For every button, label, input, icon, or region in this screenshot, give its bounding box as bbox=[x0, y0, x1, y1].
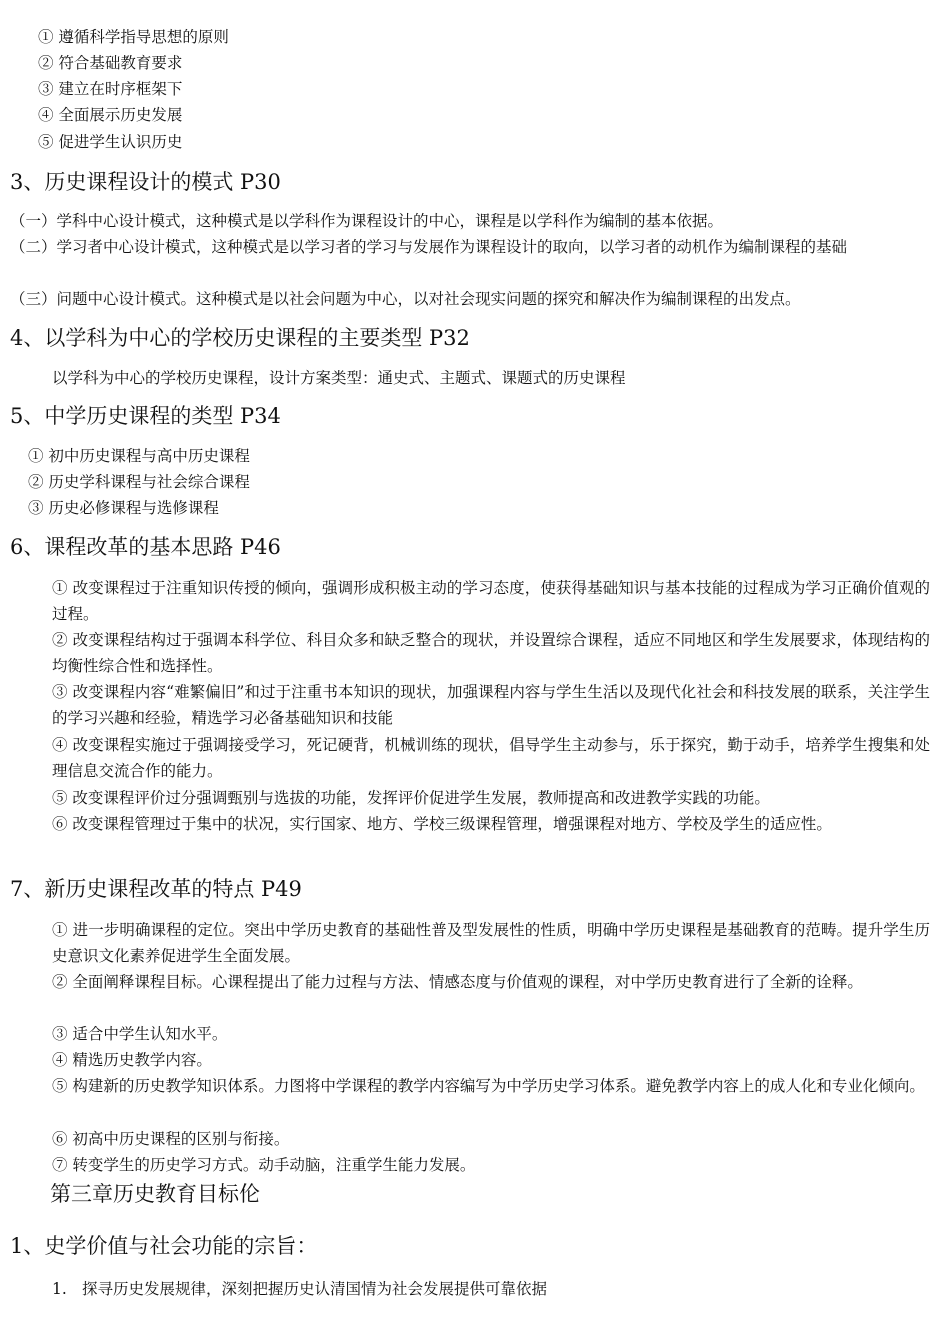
numbered-item bbox=[52, 1279, 547, 1299]
list-item: ③ 历史必修课程与选修课程 bbox=[28, 499, 219, 517]
section-heading-7: 7、新历史课程改革的特点 P49 bbox=[10, 877, 302, 901]
paragraph: ⑦ 转变学生的历史学习方式。动手动脑，注重学生能力发展。 bbox=[52, 1156, 476, 1174]
section-heading-6: 6、课程改革的基本思路 P46 bbox=[10, 535, 281, 559]
chapter-title: 第三章历史教育目标伦 bbox=[50, 1182, 260, 1206]
paragraph: （三）问题中心设计模式。这种模式是以社会问题为中心，以对社会现实问题的探究和解决作为编制课程的出发点。 bbox=[10, 290, 801, 308]
list-item: ① 遵循科学指导思想的原则 bbox=[38, 28, 229, 46]
list-item: ① 初中历史课程与高中历史课程 bbox=[28, 447, 250, 465]
paragraph: ④ 改变课程实施过于强调接受学习，死记硬背，机械训练的现状，倡导学生主动参与，乐于探究，勤于动手，培养学生搜集和处理信息交流合作的能力。 bbox=[52, 736, 930, 780]
paragraph: ① 进一步明确课程的定位。突出中学历史教育的基础性普及型发展性的性质，明确中学历史课程是基础教育的范畴。提升学生历史意识文化素养促进学生全面发展。 bbox=[52, 921, 930, 965]
paragraph: ⑥ 初高中历史课程的区别与衔接。 bbox=[52, 1130, 290, 1148]
list-item: ③ 建立在时序框架下 bbox=[38, 80, 183, 98]
section-heading-5: 5、中学历史课程的类型 P34 bbox=[10, 404, 281, 428]
paragraph: ② 全面阐释课程目标。心课程提出了能力过程与方法、情感态度与价值观的课程，对中学历史教育进行了全新的诠释。 bbox=[52, 973, 863, 991]
paragraph: ① 改变课程过于注重知识传授的倾向，强调形成积极主动的学习态度，使获得基础知识与基本技能的过程成为学习正确价值观的过程。 bbox=[52, 579, 930, 623]
section-heading-4: 4、以学科为中心的学校历史课程的主要类型 P32 bbox=[10, 326, 470, 350]
list-item: ② 符合基础教育要求 bbox=[38, 54, 183, 72]
paragraph: （一）学科中心设计模式，这种模式是以学科作为课程设计的中心，课程是以学科作为编制的基本依据。 bbox=[10, 212, 724, 230]
paragraph: ③ 适合中学生认知水平。 bbox=[52, 1025, 228, 1043]
list-marker: 1. bbox=[52, 1280, 67, 1298]
section-heading-1: 1、史学价值与社会功能的宗旨： bbox=[10, 1234, 318, 1258]
paragraph: ③ 改变课程内容“难繁偏旧”和过于注重书本知识的现状，加强课程内容与学生生活以及现代化社会和科技发展的联系，关注学生的学习兴趣和经验，精选学习必备基础知识和技能 bbox=[52, 683, 930, 727]
section-heading-3: 3、历史课程设计的模式 P30 bbox=[10, 170, 281, 194]
list-item: ⑤ 促进学生认识历史 bbox=[38, 133, 183, 151]
list-item: ④ 全面展示历史发展 bbox=[38, 106, 183, 124]
paragraph: ⑤ 构建新的历史教学知识体系。力图将中学课程的教学内容编写为中学历史学习体系。避免教学内容上的成人化和专业化倾向。 bbox=[52, 1077, 925, 1095]
paragraph: ⑤ 改变课程评价过分强调甄别与选拔的功能，发挥评价促进学生发展，教师提高和改进教学实践的功能。 bbox=[52, 789, 770, 807]
list-item: ② 历史学科课程与社会综合课程 bbox=[28, 473, 250, 491]
paragraph: ④ 精选历史教学内容。 bbox=[52, 1051, 212, 1069]
paragraph: ⑥ 改变课程管理过于集中的状况，实行国家、地方、学校三级课程管理，增强课程对地方、学校及学生的适应性。 bbox=[52, 815, 832, 833]
paragraph: ② 改变课程结构过于强调本科学位、科目众多和缺乏整合的现状，并设置综合课程，适应不同地区和学生发展要求，体现结构的均衡性综合性和选择性。 bbox=[52, 631, 930, 675]
list-item-text: 探寻历史发展规律，深刻把握历史认清国情为社会发展提供可靠依据 bbox=[82, 1280, 548, 1298]
paragraph: 以学科为中心的学校历史课程，设计方案类型：通史式、主题式、课题式的历史课程 bbox=[52, 369, 626, 387]
paragraph: （二）学习者中心设计模式，这种模式是以学习者的学习与发展作为课程设计的取向，以学习者的动机作为编制课程的基础 bbox=[10, 238, 848, 256]
